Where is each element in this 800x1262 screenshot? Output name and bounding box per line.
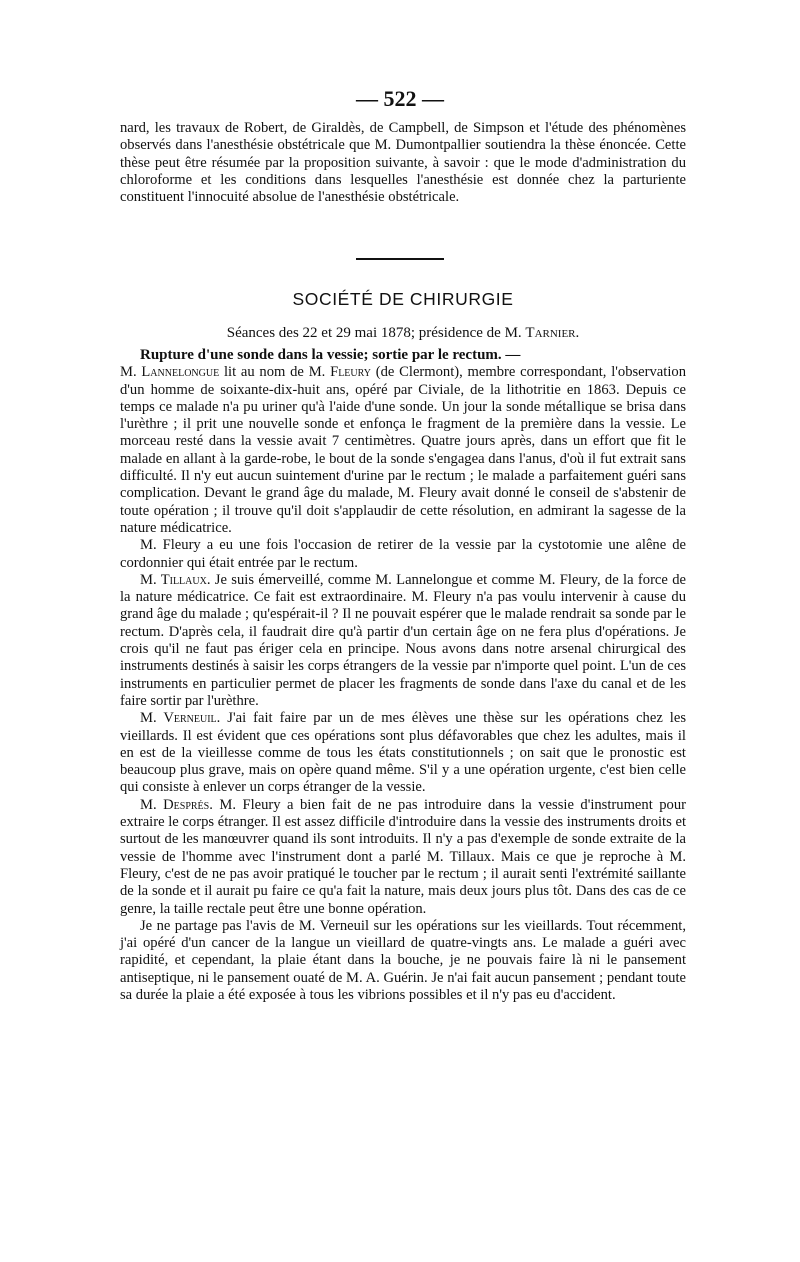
paragraph-verneuil bbox=[120, 710, 686, 796]
intro-paragraph: nard, les travaux de Robert, de Giraldès, de Campbell, de Simpson et l'étude des phénomènes observés dans l'anesthésie obstétricale que M. Dumontpallier soutiendra la thèse énoncée. Cette thèse peut être résumée par la proposition suivante, à savoir : que le mode d'administration du chloroforme et les conditions dans lesquelles l'anesthésie est donnée chez la parturiente constituent l'innocuité absolue de l'anesthésie obstétricale. bbox=[120, 120, 686, 206]
session-text: Séances des 22 et 29 mai 1878; présidence de M. bbox=[226, 325, 526, 341]
speaker-fleury: M. Fleury bbox=[308, 364, 371, 381]
session-end: . bbox=[575, 325, 580, 341]
paragraph-despres bbox=[120, 797, 686, 918]
speaker-tillaux: M. Tillaux bbox=[140, 571, 207, 588]
paragraph-final: Je ne partage pas l'avis de M. Verneuil sur les opérations sur les vieillards. Tout récemment, j'ai opéré d'un cancer de la langue un vieillard de quatre-vingts ans. Le malade a guéri avec rapidité, et cependant, la plaie étant dans la bouche, je ne pouvais faire là ni le pansement antiseptique, ni le pansement ouaté de M. A. Guérin. Je n'ai fait aucun pansement ; pendant toute sa durée la plaie a été exposée à tous les vibrions possibles et il n'y pas eu d'accident. bbox=[120, 917, 686, 1003]
report-paragraph bbox=[120, 347, 686, 537]
paragraph-tillaux bbox=[120, 572, 686, 710]
report-text-2: (de Clermont), membre correspondant, l'observation d'un homme de soixante-dix-huit ans, opéré par Civiale, de la lithotritie en 1863. Depuis ce temps ce malade n'a pu uriner qu'à l'aide d'une sonde. Un jour la sonde métallique se brisa dans l'urèthre ; il prit une nouvelle sonde et enfonça le fragment de la première dans la vessie. Le morceau resté dans la vessie avait 7 centimètres. Quatre jours après, dans un effort que fit le malade en allant à la garde-robe, le bout de la sonde s'engagea dans l'anus, d'où il fut extrait sans difficulté. Il n'y eut aucun suintement d'urine par le rectum ; le malade a parfaitement guéri sans complication. Devant le grand âge du malade, M. Fleury avait donné le conseil de s'abstenir de toute opération ; il trouve qu'il doit s'applaudir de cette résolution, en admirant la sagesse de la nature médicatrice. bbox=[120, 364, 686, 536]
speaker-verneuil: M. Verneuil bbox=[140, 710, 217, 727]
report-body bbox=[120, 347, 686, 1004]
report-text-1: lit au nom de bbox=[219, 364, 309, 381]
speaker-lannelongue: M. Lannelongue bbox=[120, 364, 220, 381]
report-title: Rupture d'une sonde dans la vessie; sortie par le rectum. — bbox=[140, 347, 521, 363]
tillaux-text: . Je suis émerveillé, comme M. Lannelongue et comme M. Fleury, de la force de la nature médicatrice. Ce fait est extraordinaire. M. Fleury n'a pas voulu intervenir à cause du grand âge du malade ; qu'espérait-il ? Il ne pouvait espérer que le malade rendrait sa sonde par le rectum. D'après cela, il faudrait dire qu'à partir d'un certain âge on ne fera plus d'opérations. Je crois qu'il ne faut pas ériger cela en principe. Nous avons dans notre arsenal chirurgical des instruments destinés à saisir les corps étrangers de la vessie par n'importe quel point. L'un de ces instruments en particulier permet de placer les fragments de sonde dans l'axe du canal et de les faire sortir par l'urèthre. bbox=[120, 571, 686, 709]
session-line bbox=[120, 325, 686, 342]
intro-section bbox=[120, 120, 686, 206]
verneuil-text: . J'ai fait faire par un de mes élèves une thèse sur les opérations chez les vieillards. Il est évident que ces opérations sont plus défavorables que chez les adultes, mais il en est de la vieillesse comme de tous les états constitutionnels ; on sait que le pronostic est beaucoup plus grave, mais on opère quand même. S'il y a une opération urgente, c'est bien celle qui consiste à enlever un corps étranger de la vessie. bbox=[120, 710, 686, 796]
page-number: — 522 — bbox=[356, 86, 444, 111]
section-divider bbox=[356, 258, 444, 260]
speaker-despres: M. Després bbox=[140, 796, 210, 813]
despres-text: . M. Fleury a bien fait de ne pas introduire dans la vessie d'instrument pour extraire le corps étranger. Il est assez difficile d'introduire dans la vessie des instruments droits et surtout de les manœuvrer quand ils sont introduits. Il n'y a pas d'exemple de sonde extraite de la vessie de l'homme avec l'instrument dont a parlé M. Tillaux. Mais ce que je reproche à M. Fleury, c'est de ne pas avoir pratiqué le toucher par le rectum ; il aurait senti l'extrémité saillante de la sonde et il aurait pu faire ce qu'a fait la nature, mais deux jours plus tôt. Dans des cas de ce genre, la taille rectale peut être une bonne opération. bbox=[120, 796, 686, 917]
paragraph-fleury: M. Fleury a eu une fois l'occasion de retirer de la vessie par la cystotomie une alêne de cordonnier qui était entrée par le rectum. bbox=[120, 537, 686, 571]
section-title: SOCIÉTÉ DE CHIRURGIE bbox=[292, 289, 514, 309]
session-president: Tarnier bbox=[525, 325, 576, 341]
